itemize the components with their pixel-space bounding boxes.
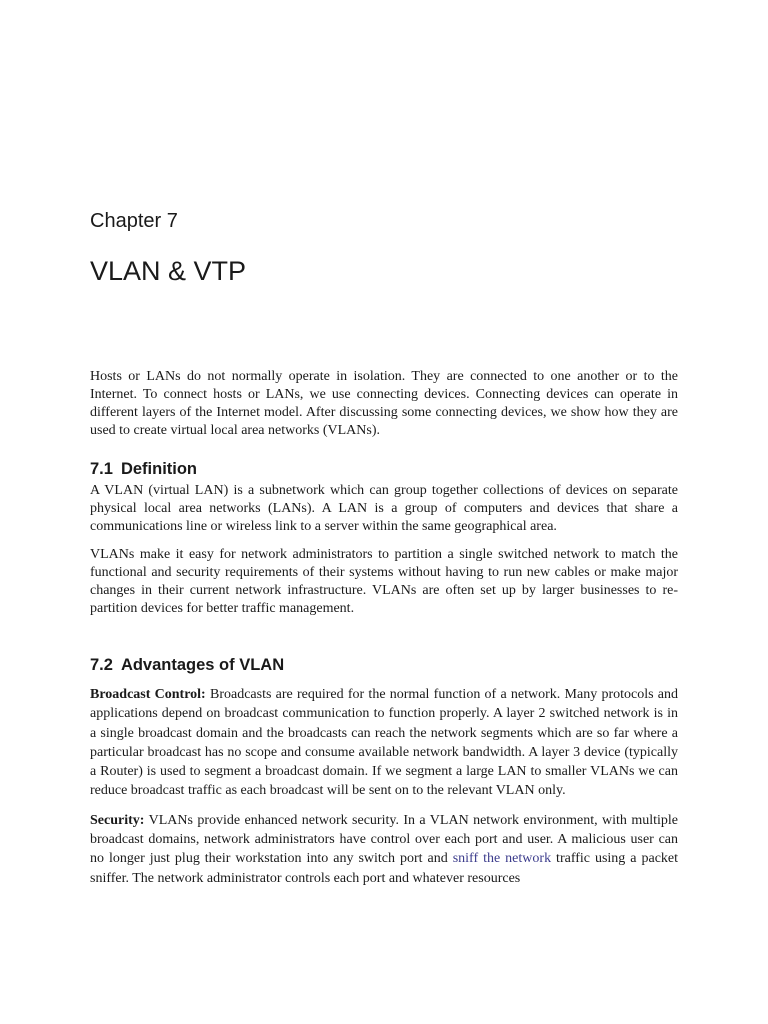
intro-paragraph: Hosts or LANs do not normally operate in isolation. They are connected to one another or to the Internet. To connect hosts or LANs, we use connecting devices. Connecting devices can operate in different layers of the Internet model. After discussing some connecting devices, we show how they are used to create virtual local area networks (VLANs).: [90, 369, 678, 438]
section-heading-definition: [90, 460, 678, 479]
advantage-broadcast-control: [90, 685, 678, 801]
section-heading-advantages: [90, 656, 678, 675]
advantage-term: Broadcast Control:: [90, 687, 206, 702]
chapter-title: VLAN & VTP: [90, 256, 247, 286]
definition-paragraph-1: A VLAN (virtual LAN) is a subnetwork which can group together collections of devices on separate physical local area networks (LANs). A LAN is a group of computers and devices that share a communications line or wireless link to a server within the same geographical area.: [90, 483, 678, 534]
section-title: Advantages of VLAN: [120, 656, 285, 674]
advantage-text-continued: traffic using a packet sniffer. The network administrator controls each port and whatever resources: [90, 851, 679, 886]
section-title: Definition: [120, 460, 198, 478]
section-number: 7.1: [90, 460, 113, 478]
advantage-security: [90, 811, 678, 888]
section-advantages: [90, 656, 678, 888]
advantage-term: Security:: [90, 812, 145, 828]
chapter-label: Chapter 7: [90, 210, 178, 232]
section-definition: [90, 460, 678, 618]
definition-paragraph-2: VLANs make it easy for network administrators to partition a single switched network to match the functional and security requirements of their systems without having to run new cables or make major changes in their current network infrastructure. VLANs are often set up by larger businesses to re-partition devices for better traffic management.: [90, 547, 678, 616]
sniff-network-link[interactable]: sniff the network: [452, 851, 552, 867]
advantage-text: Broadcasts are required for the normal function of a network. Many protocols and applications depend on broadcast communication to function properly. A layer 2 switched network is in a single broadcast domain and the broadcasts can reach the network segments which are so far where a particular broadcast has no scope and consume available network bandwidth. A layer 3 device (typically a Router) is used to segment a broadcast domain. If we segment a large LAN to smaller VLANs we can reduce broadcast traffic as each broadcast will be sent on to the relevant VLAN only.: [90, 687, 678, 799]
advantage-text: VLANs provide enhanced network security. In a VLAN network environment, with multiple broadcast domains, network administrators have control over each port and user. A malicious user can no longer just plug their workstation into any switch port and: [90, 812, 678, 867]
section-number: 7.2: [90, 656, 113, 674]
